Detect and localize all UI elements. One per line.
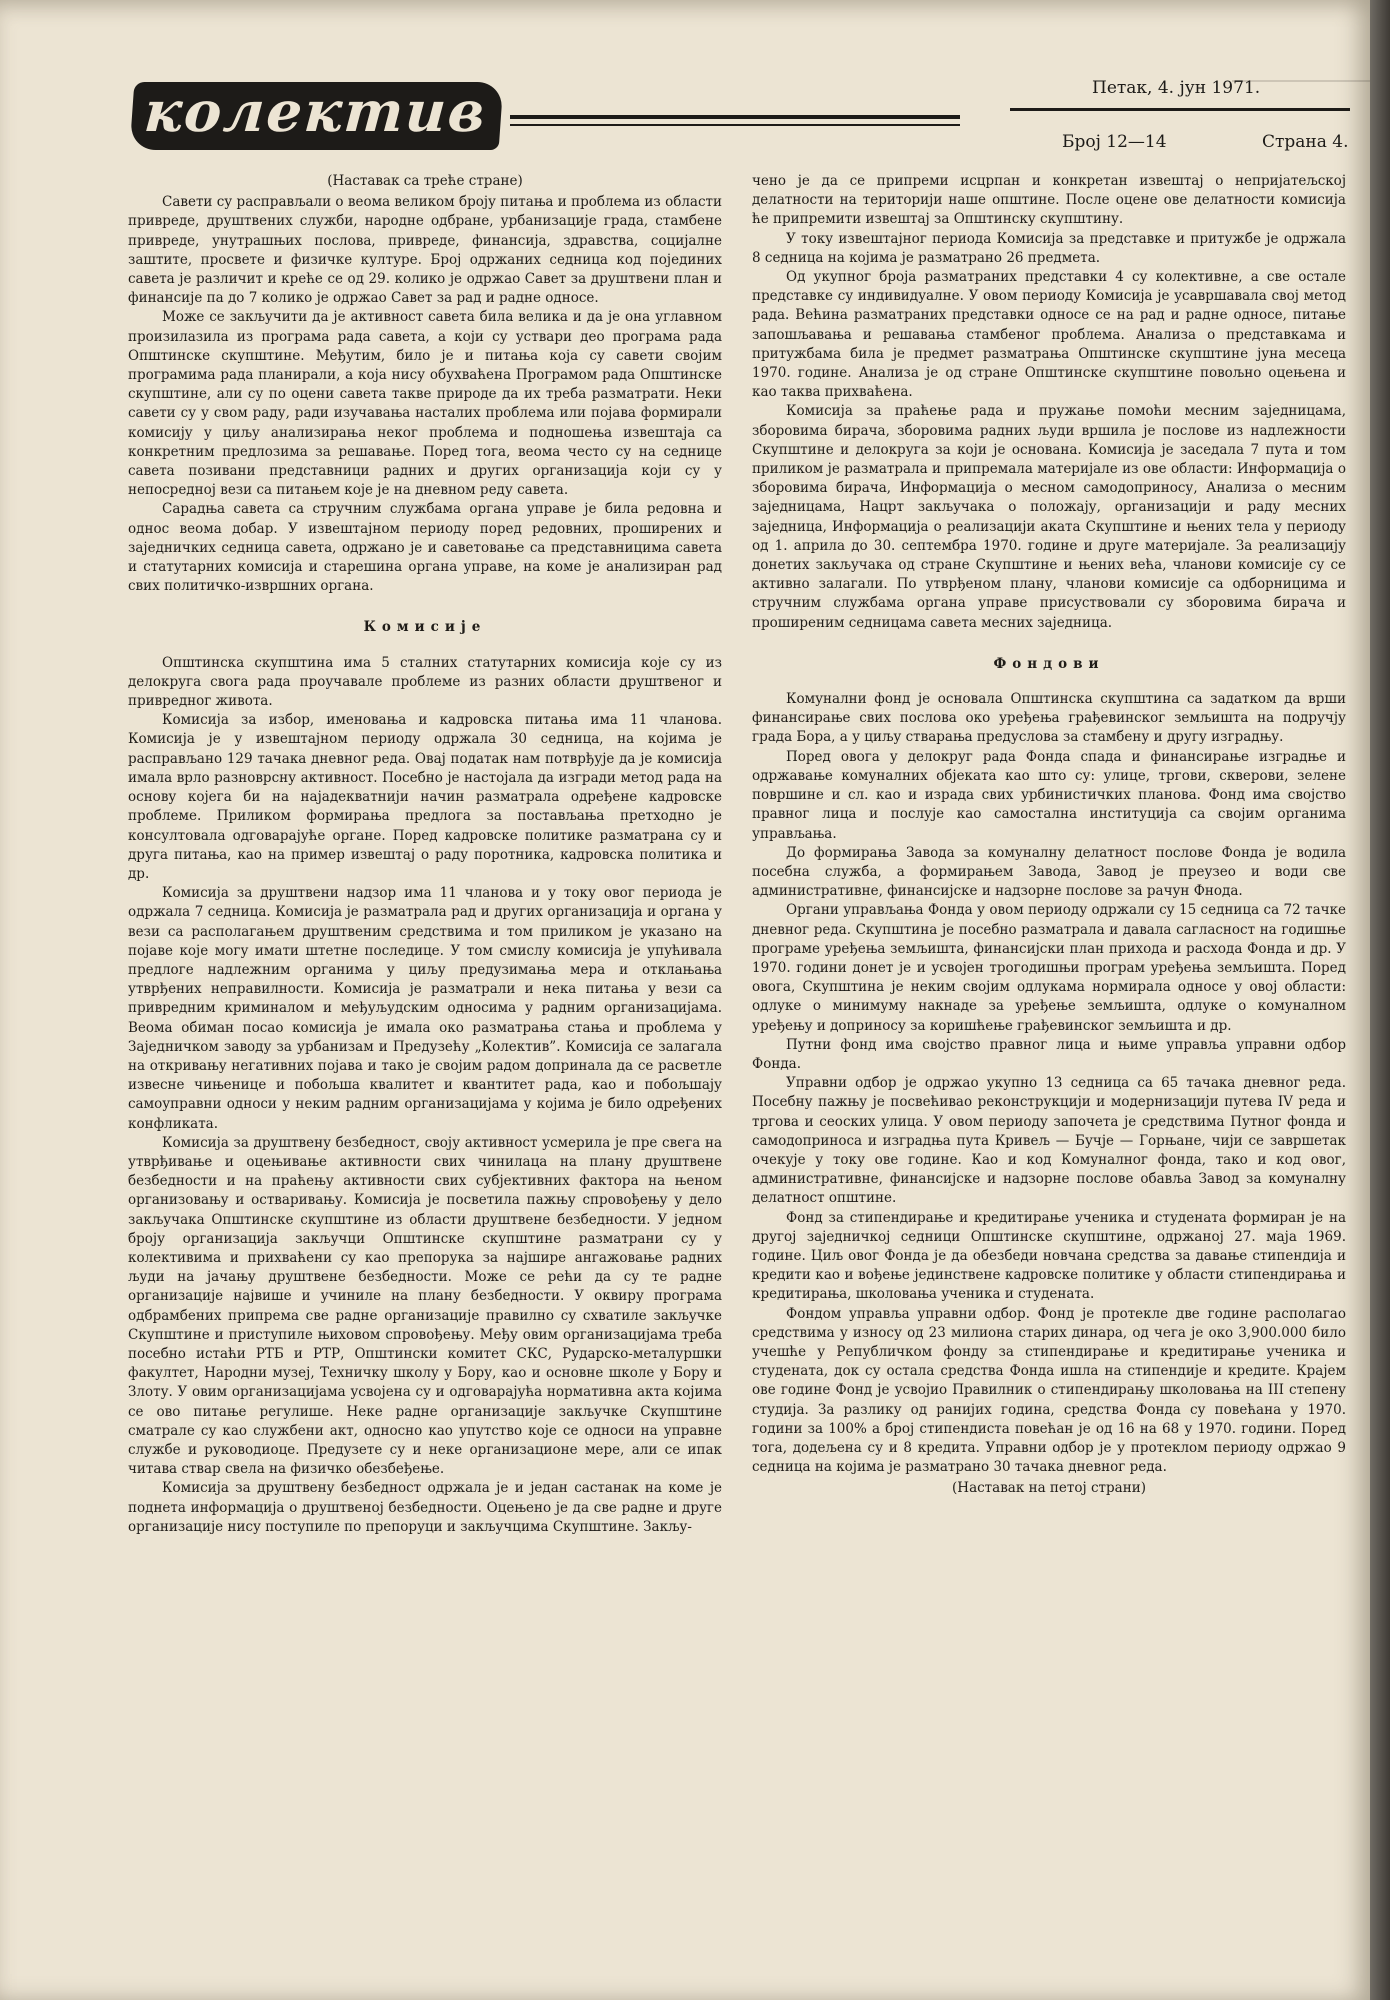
section-heading-funds: Фондови: [993, 655, 1105, 672]
paragraph: Комисија за избор, именовања и кадровска питања има 11 чланова. Комисија је у извештајном периоду одржала 30 седница, на којима је расправљано 129 тачака дневног реда. Овај податак нам потврђује да је комисија имала врло разноврсну активност. Посебно је настојала да изгради метод рада на основу којега би на најадекватнији начин разматрала одређене кадровске проблеме. Приликом формирања предлога за постављања претходно је консултовала одговарајуће органе. Поред кадровске политике разматрана су и друга питања, као на пример извештај о раду поротника, кадровска политика и др.: [128, 712, 722, 882]
paragraph: Комисија за праћење рада и пружање помоћи месним заједницама, зборовима бирача, зборовима радних људи вршила је послове из надлежности Скупштине и делокруга за који је основана. Комисија је заседала 7 пута и том приликом је разматрала и припремала материјале из ове области: Информација о зборовима бирача, Информација о месном самодоприносу, Анализа о месним заједницама, Нацрт закључака о положају, организацији и раду месних заједница, Информација о реализацији аката Скупштине и њених тела у периоду од 1. априла до 30. септембра 1970. године и друге материјале. За реализацију донетих закључака од стране Скупштине и њених већа, чланови комисије су се активно залагали. По утврђеном плану, чланови комисије са одборницима и стручним службама органа управе присуствовали су зборовима бирача и проширеним седницама савета месних заједница.: [752, 403, 1346, 631]
header-rule-thin: [510, 124, 960, 126]
paragraph: Комисија за друштвену безбедност, своју активност усмерила је пре свега на утврђивање и оцењивање активности свих чинилаца на плану друштвене безбедности и на праћењу активности свих субјективних фактора на њеном организовању и остваривању. Комисија је посветила пажњу спровођењу у дело закључака Општинске скупштине из области друштвене безбедности. У једном броју организација закључци Општинске скупштине разматрани су у колективима и прихваћени су као препорука за најшире ангажовање радних људи на јачању друштвене безбедности. Може се рећи да су те радне организације највише и учиниле на плану безбедности. У оквиру програма одбрамбених припрема све радне организације правилно су схватиле закључке Скупштине и приступиле њиховом спровођењу. Међу овим организацијама треба посебно истаћи РТБ и РТР, Општински комитет СКС, Рударско-металуршки факултет, Народни музеј, Техничку школу у Бору, као и основне школе у Бору и Злоту. У овим организацијама усвојена су и одговарајућа нормативна акта којима се ово питање регулише. Неке радне организације закључке Скупштине сматрале су као службени акт, односно као упутство које се односи на управне службе и руководиоце. Предузете су и неке организационе мере, али се ипак читава ствар свела на физичко обезбеђење.: [128, 1134, 722, 1478]
paragraph: Путни фонд има својство правног лица и њиме управља управни одбор Фонда.: [752, 1036, 1346, 1072]
issue-date: Петак, 4. јун 1971.: [1092, 78, 1261, 98]
newspaper-logo: колектив: [130, 82, 503, 150]
paragraph: Органи управљања Фонда у овом периоду одржали су 15 седница са 72 тачке дневног реда. Скупштина је посебно разматрала и давала сагласност на годишње програме уређења земљишта, финансијски план прихода и расхода Фонда и др. У 1970. години донет је и усвојен трогодишњи програм уређења земљишта. Поред овога, Скупштина је неким својим одлукама нормирала односе у овој области: одлуке о минимуму накнаде за уређење земљишта, одлуке о комуналном уређењу и доприносу за коришћење грађевинског земљишта и др.: [752, 902, 1346, 1034]
section-heading-commissions: Комисије: [363, 619, 487, 636]
header-rule-thick: [510, 115, 960, 119]
page-fold-edge: [1370, 0, 1390, 2000]
paragraph: Општинска скупштина има 5 сталних статутарних комисија које су из делокруга свога рада проучавале проблеме из разних области друштвеног и привредног живота.: [128, 654, 722, 710]
paragraph: Комисија за друштвени надзор има 11 чланова и у току овог периода је одржала 7 седница. Комисија је разматрала рад и других организација и органа у вези са располагањем друштвеним средствима и том приликом је указано на појаве које могу имати штетне последице. У том смислу комисија је упућивала предлоге надлежним органима у циљу предузимања мера и отклањања утврђених неправилности. Комисија је разматрали и нека питања у вези са привредним криминалом и међуљудским односима у радним организацијама. Веома обиман посао комисија је имала око разматрања стања и проблема у Заједничком заводу за урбанизам и Предузећу „Колектив”. Комисија се залагала на откривању негативних појава и тако је својим радом допринала да се расветле извесне чињенице и побољша квалитет и квантитет рада, као и побољшају самоуправни односи у неким радним организацијама у којима је било одређених конфликата.: [128, 885, 722, 1132]
left-column: [128, 172, 722, 1537]
paragraph: Фондом управља управни одбор. Фонд је протекле две године располагао средствима у износу од 23 милиона старих динара, од чега је око 3,900.000 било учешће у Републичком фонду за стипендирање и кредитирање ученика и студената, док су остала средства Фонда ишла на стипендије и кредите. Крајем ове године Фонд је усвојио Правилник о стипендирању школовања на III степену студија. За разлику од ранијих година, средства Фонда су повећана у 1970. години за 100% а број стипендиста повећан је од 16 на 68 у 1970. години. Поред тога, додељена су и 8 кредита. Управни одбор је у протеклом периоду одржао 9 седница на којима је разматрано 30 тачака дневног реда.: [752, 1305, 1346, 1476]
issue-number: Број 12—14: [1062, 132, 1167, 152]
paragraph: Може се закључити да је активност савета била велика и да је она углавном произилазила из програма рада савета, а који су уствари део програма рада Општинске скупштине. Међутим, било је и питања која су савети својим програмима рада планирали, а која нису обухваћена Програмом рада Општинске скупштине, али су по оцени савета такве природе да их треба разматрати. Неки савети су у свом раду, ради изучавања насталих проблема или појава формирали комисију у циљу анализирања неког проблема и подношења извештаја са конкретним предлозима за решавање. Поред тога, веома често су на седнице савета позивани представници радних и других организација који су у непосредној вези са питањем које је на дневном реду савета.: [128, 309, 722, 499]
paragraph: У току извештајног периода Комисија за представке и притужбе је одржала 8 седница на којима је разматрано 26 предмета.: [752, 230, 1346, 266]
continued-on-note: (Наставак на петој страни): [952, 1480, 1146, 1497]
paragraph: Комунални фонд је основала Општинска скупштина са задатком да врши финансирање свих послова око уређења грађевинског земљишта на подручју града Бора, а у циљу стварања предуслова за стамбену и другу изградњу.: [752, 691, 1346, 746]
paragraph: Од укупног броја разматраних представки 4 су колективне, а све остале представке су индивидуалне. У овом периоду Комисија је усавршавала свој метод рада. Већина разматраних представки односе се на рад и радне односе, питање запошљавања и решавања стамбеног проблема. Анализа о представкама и притужбама била је предмет разматрања Општинске скупштине јуна месеца 1970. године. Анализа је од стране Општинске скупштине повољно оцењена и као таква прихваћена.: [752, 269, 1346, 401]
page-number: Страна 4.: [1262, 132, 1349, 152]
right-column: [752, 172, 1346, 1499]
paragraph: чено је да се припреми исцрпан и конкретан извештај о непријатељској делатности на територији наше општине. После оцене ове делатности комисија ће припремити извештај за Општинску скупштину.: [752, 173, 1346, 228]
paragraph: Фонд за стипендирање и кредитирање ученика и студената формиран је на другој заједничкој седници Општинске скупштине, одржаној 27. маја 1969. године. Циљ овог Фонда је да обезбеди новчана средства за давање стипендија и кредити као и вођење јединствене кадровске политике у области стипендирања и кредитирања, школовања ученика и студената.: [752, 1209, 1346, 1303]
paragraph: Управни одбор је одржао укупно 13 седница са 65 тачака дневног реда. Посебну пажњу је посвећивао реконструкцији и модернизацији путева IV реда и тргова и сеоских улица. У овом периоду започета је средствима Путног фонда и самодоприноса и изградња пута Кривељ — Бучје — Горњане, чији се завршетак очекује у току ове године. Као и код Комуналног фонда, тако и код овог, административне, финансијске и надзорне послове обавља Завод за комуналну делатност општине.: [752, 1075, 1346, 1207]
continued-from-note: (Наставак са треће стране): [327, 173, 523, 189]
header-rule-right: [1010, 108, 1350, 111]
masthead: [132, 79, 501, 150]
paragraph: Поред овога у делокруг рада Фонда спада и финансирање изградње и одржавање комуналних објеката као што су: улице, тргови, скверови, зелене површине и сл. као и израда свих урбинистичких планова. Фонд има својство правног лица и послује као самостална институција са својим органима управљања.: [752, 748, 1346, 842]
paragraph: Сарадња савета са стручним службама органа управе је била редовна и однос веома добар. У извештајном периоду поред редовних, проширених и заједничких седница савета, одржано је и саветовање са представницима савета и статутарних комисија и старешина органа управе, на коме је анализиран рад свих политичко-извршних органа.: [128, 501, 722, 595]
paragraph: Комисија за друштвену безбедност одржала је и један састанак на коме је поднета информација о друштвеној безбедности. Оцењено је да све радне и друге организације нису поступиле по препоруци и закључцима Скупштине. Закљу-: [128, 1480, 722, 1535]
paragraph: До формирања Завода за комуналну делатност послове Фонда је водила посебна служба, а формирањем Завода, Завод је преузео и води све административне, финансијске и надзорне послове за рачун Фнода.: [752, 844, 1346, 900]
paragraph: Савети су расправљали о веома великом броју питања и проблема из области привреде, друштвених служби, народне одбране, урбанизације града, стамбене привреде, унутрашњих послова, привреде, финансија, здравства, социјалне заштите, просвете и физичке културе. Број одржаних седница код појединих савета је различит и креће се од 29. колико је одржао Савет за друштвени план и финансије па до 7 колико је одржао Савет за рад и радне односе.: [128, 194, 722, 307]
